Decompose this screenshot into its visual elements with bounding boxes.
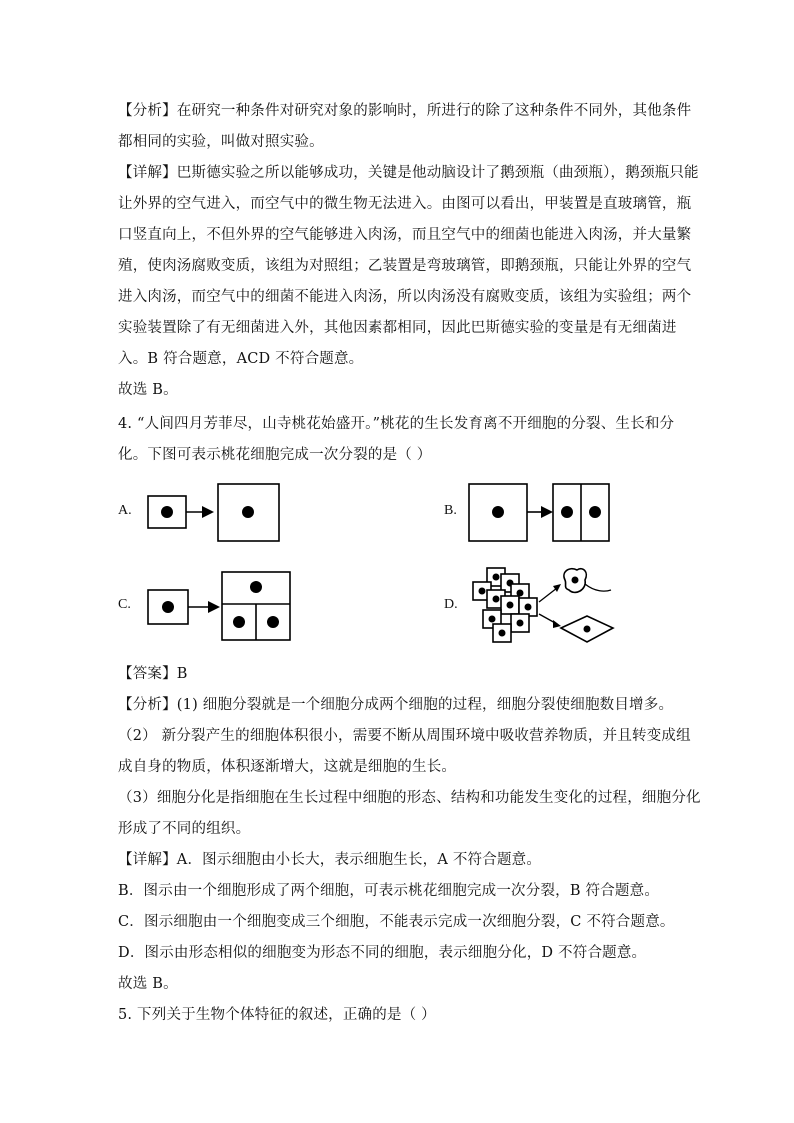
- text-line: 让外界的空气进入，而空气中的微生物无法进入。由图可以看出，甲装置是直玻璃管，瓶: [118, 196, 692, 212]
- detail: [118, 845, 678, 969]
- text-line: 殖，使肉汤腐败变质，该组为对照组；乙装置是弯玻璃管，即鹅颈瓶，只能让外界的空气: [118, 258, 692, 274]
- option-a-figure: [140, 480, 290, 550]
- analysis: [118, 690, 701, 845]
- text-line: （2） 新分裂产生的细胞体积很小，需要不断从周围环境中吸收营养物质，并且转变成组: [118, 728, 691, 744]
- text-line: 进入肉汤，而空气中的细菌不能进入肉汤，所以肉汤没有腐败变质，该组为实验组；两个: [118, 289, 692, 305]
- option-a-label[interactable]: A.: [118, 503, 132, 518]
- detail-prev: [118, 158, 699, 375]
- text-line: 【分析】(1) 细胞分裂就是一个细胞分成两个细胞的过程，细胞分裂使细胞数目增多。: [118, 697, 674, 713]
- option-b-figure: [465, 480, 625, 550]
- question-line: 5. 下列关于生物个体特征的叙述，正确的是（ ）: [118, 1007, 436, 1023]
- choose-line: 故选 B。: [118, 382, 178, 398]
- option-d-figure: [465, 562, 625, 652]
- text-line: B．图示由一个细胞形成了两个细胞，可表示桃花细胞完成一次分裂，B 符合题意。: [118, 883, 660, 899]
- text-line: D．图示由形态相似的细胞变为形态不同的细胞，表示细胞分化，D 不符合题意。: [118, 945, 647, 961]
- text-line: （3）细胞分化是指细胞在生长过程中细胞的形态、结构和功能发生变化的过程，细胞分化: [118, 790, 701, 806]
- text-line: 实验装置除了有无细菌进入外，其他因素都相同，因此巴斯德实验的变量是有无细菌进: [118, 320, 677, 336]
- text-line: 都相同的实验，叫做对照实验。: [118, 134, 324, 150]
- text-line: 【详解】A．图示细胞由小长大，表示细胞生长，A 不符合题意。: [118, 852, 542, 868]
- option-c-label[interactable]: C.: [118, 597, 131, 612]
- answer-line: 【答案】B: [118, 666, 188, 682]
- question-line: 4. “人间四月芳菲尽，山寺桃花始盛开。”桃花的生长发育离不开细胞的分裂、生长和分: [118, 416, 675, 432]
- text-line: C．图示细胞由一个细胞变成三个细胞，不能表示完成一次细胞分裂，C 不符合题意。: [118, 914, 675, 930]
- text-line: 口竖直向上，不但外界的空气能够进入肉汤，而且空气中的细菌也能进入肉汤，并大量繁: [118, 227, 692, 243]
- analysis-prev: [118, 96, 692, 158]
- question-5: [118, 1000, 678, 1031]
- text-line: 【分析】在研究一种条件对研究对象的影响时，所进行的除了这种条件不同外，其他条件: [118, 103, 692, 119]
- answer: [118, 659, 678, 690]
- question-4: [118, 409, 678, 471]
- text-line: 形成了不同的组织。: [118, 821, 251, 837]
- option-d-label[interactable]: D.: [444, 597, 458, 612]
- option-b-label[interactable]: B.: [444, 503, 457, 518]
- choose-line: 故选 B。: [118, 976, 178, 992]
- text-line: 入。B 符合题意，ACD 不符合题意。: [118, 351, 364, 367]
- choose: [118, 969, 678, 1000]
- text-line: 成自身的物质，体积逐渐增大，这就是细胞的生长。: [118, 759, 457, 775]
- question-line: 化。下图可表示桃花细胞完成一次分裂的是（ ）: [118, 447, 432, 463]
- choose-prev: [118, 375, 678, 406]
- text-line: 【详解】巴斯德实验之所以能够成功，关键是他动脑设计了鹅颈瓶（曲颈瓶），鹅颈瓶只能: [118, 165, 699, 181]
- option-c-figure: [140, 568, 300, 648]
